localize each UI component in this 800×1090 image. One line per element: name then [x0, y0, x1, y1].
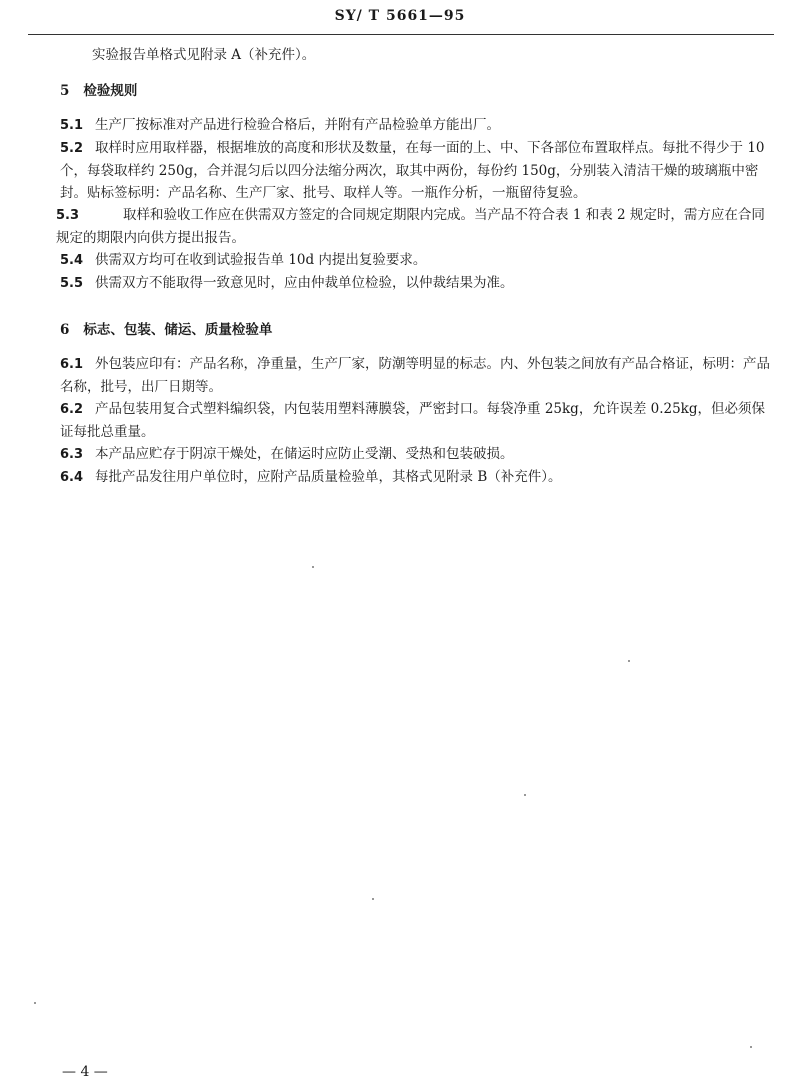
clause-6-1 — [60, 353, 776, 398]
scan-speck — [312, 566, 314, 568]
scan-speck — [628, 660, 630, 662]
section-6-number: 6 — [60, 322, 70, 338]
clause-text: 产品包装用复合式塑料编织袋，内包装用塑料薄膜袋，严密封口。每袋净重 25kg，允许误差 0.25kg，但必须保证每批总重量。 — [60, 401, 765, 440]
clause-6-3 — [60, 443, 776, 466]
clause-text: 每批产品发往用户单位时，应附产品质量检验单，其格式见附录 B（补充件）。 — [95, 469, 562, 485]
clause-5-5 — [60, 272, 776, 295]
page-number: — 4 — — [62, 1064, 108, 1080]
section-5-heading — [60, 80, 776, 102]
clause-text: 取样时应用取样器，根据堆放的高度和形状及数量，在每一面的上、中、下各部位布置取样点。每批不得少于 10 个，每袋取样约 250g，合并混匀后以四分法缩分两次，取其中两份，每份约 150g，分别装入清洁干燥的玻璃瓶中密封。贴标签标明：产品名称、生产厂家、批号、取样人等。一瓶作分析，一瓶留待复验。 — [60, 140, 765, 201]
clause-text: 供需双方均可在收到试验报告单 10d 内提出复验要求。 — [95, 252, 427, 268]
scan-speck — [372, 898, 374, 900]
clause-number: 5.3 — [56, 208, 80, 223]
clause-number: 5.5 — [60, 276, 84, 291]
clause-number: 6.1 — [60, 357, 84, 372]
document-body — [56, 44, 776, 489]
section-6-title: 标志、包装、储运、质量检验单 — [83, 322, 273, 338]
clause-number: 5.2 — [60, 141, 84, 156]
clause-5-1 — [60, 114, 776, 137]
section-5-number: 5 — [60, 83, 70, 99]
clause-text: 取样和验收工作应在供需双方签定的合同规定期限内完成。当产品不符合表 1 和表 2 规定时，需方应在合同规定的期限内向供方提出报告。 — [56, 207, 765, 246]
clause-number: 6.2 — [60, 402, 84, 417]
section-6-heading — [60, 319, 776, 341]
header-rule — [28, 34, 774, 35]
scan-speck — [524, 794, 526, 796]
clause-5-3 — [56, 204, 776, 249]
clause-number: 5.4 — [60, 253, 84, 268]
intro-text: 实验报告单格式见附录 A（补充件）。 — [92, 47, 316, 63]
clause-text: 外包装应印有：产品名称，净重量，生产厂家，防潮等明显的标志。内、外包装之间放有产品合格证，标明：产品名称，批号，出厂日期等。 — [60, 356, 771, 395]
clause-5-4 — [60, 249, 776, 272]
clause-6-2 — [60, 398, 776, 443]
clause-number: 5.1 — [60, 118, 84, 133]
clause-6-4 — [60, 466, 776, 489]
clause-5-2 — [60, 137, 776, 204]
clause-number: 6.3 — [60, 447, 84, 462]
scan-speck — [750, 1046, 752, 1048]
scan-speck — [34, 1002, 36, 1004]
clause-number: 6.4 — [60, 470, 84, 485]
clause-text: 供需双方不能取得一致意见时，应由仲裁单位检验，以仲裁结果为准。 — [95, 275, 514, 291]
clause-text: 本产品应贮存于阴凉干燥处，在储运时应防止受潮、受热和包装破损。 — [95, 446, 514, 462]
section-5-title: 检验规则 — [83, 83, 138, 99]
standard-code: SY/ T 5661—95 — [334, 8, 466, 24]
clause-text: 生产厂按标准对产品进行检验合格后，并附有产品检验单方能出厂。 — [95, 117, 501, 133]
